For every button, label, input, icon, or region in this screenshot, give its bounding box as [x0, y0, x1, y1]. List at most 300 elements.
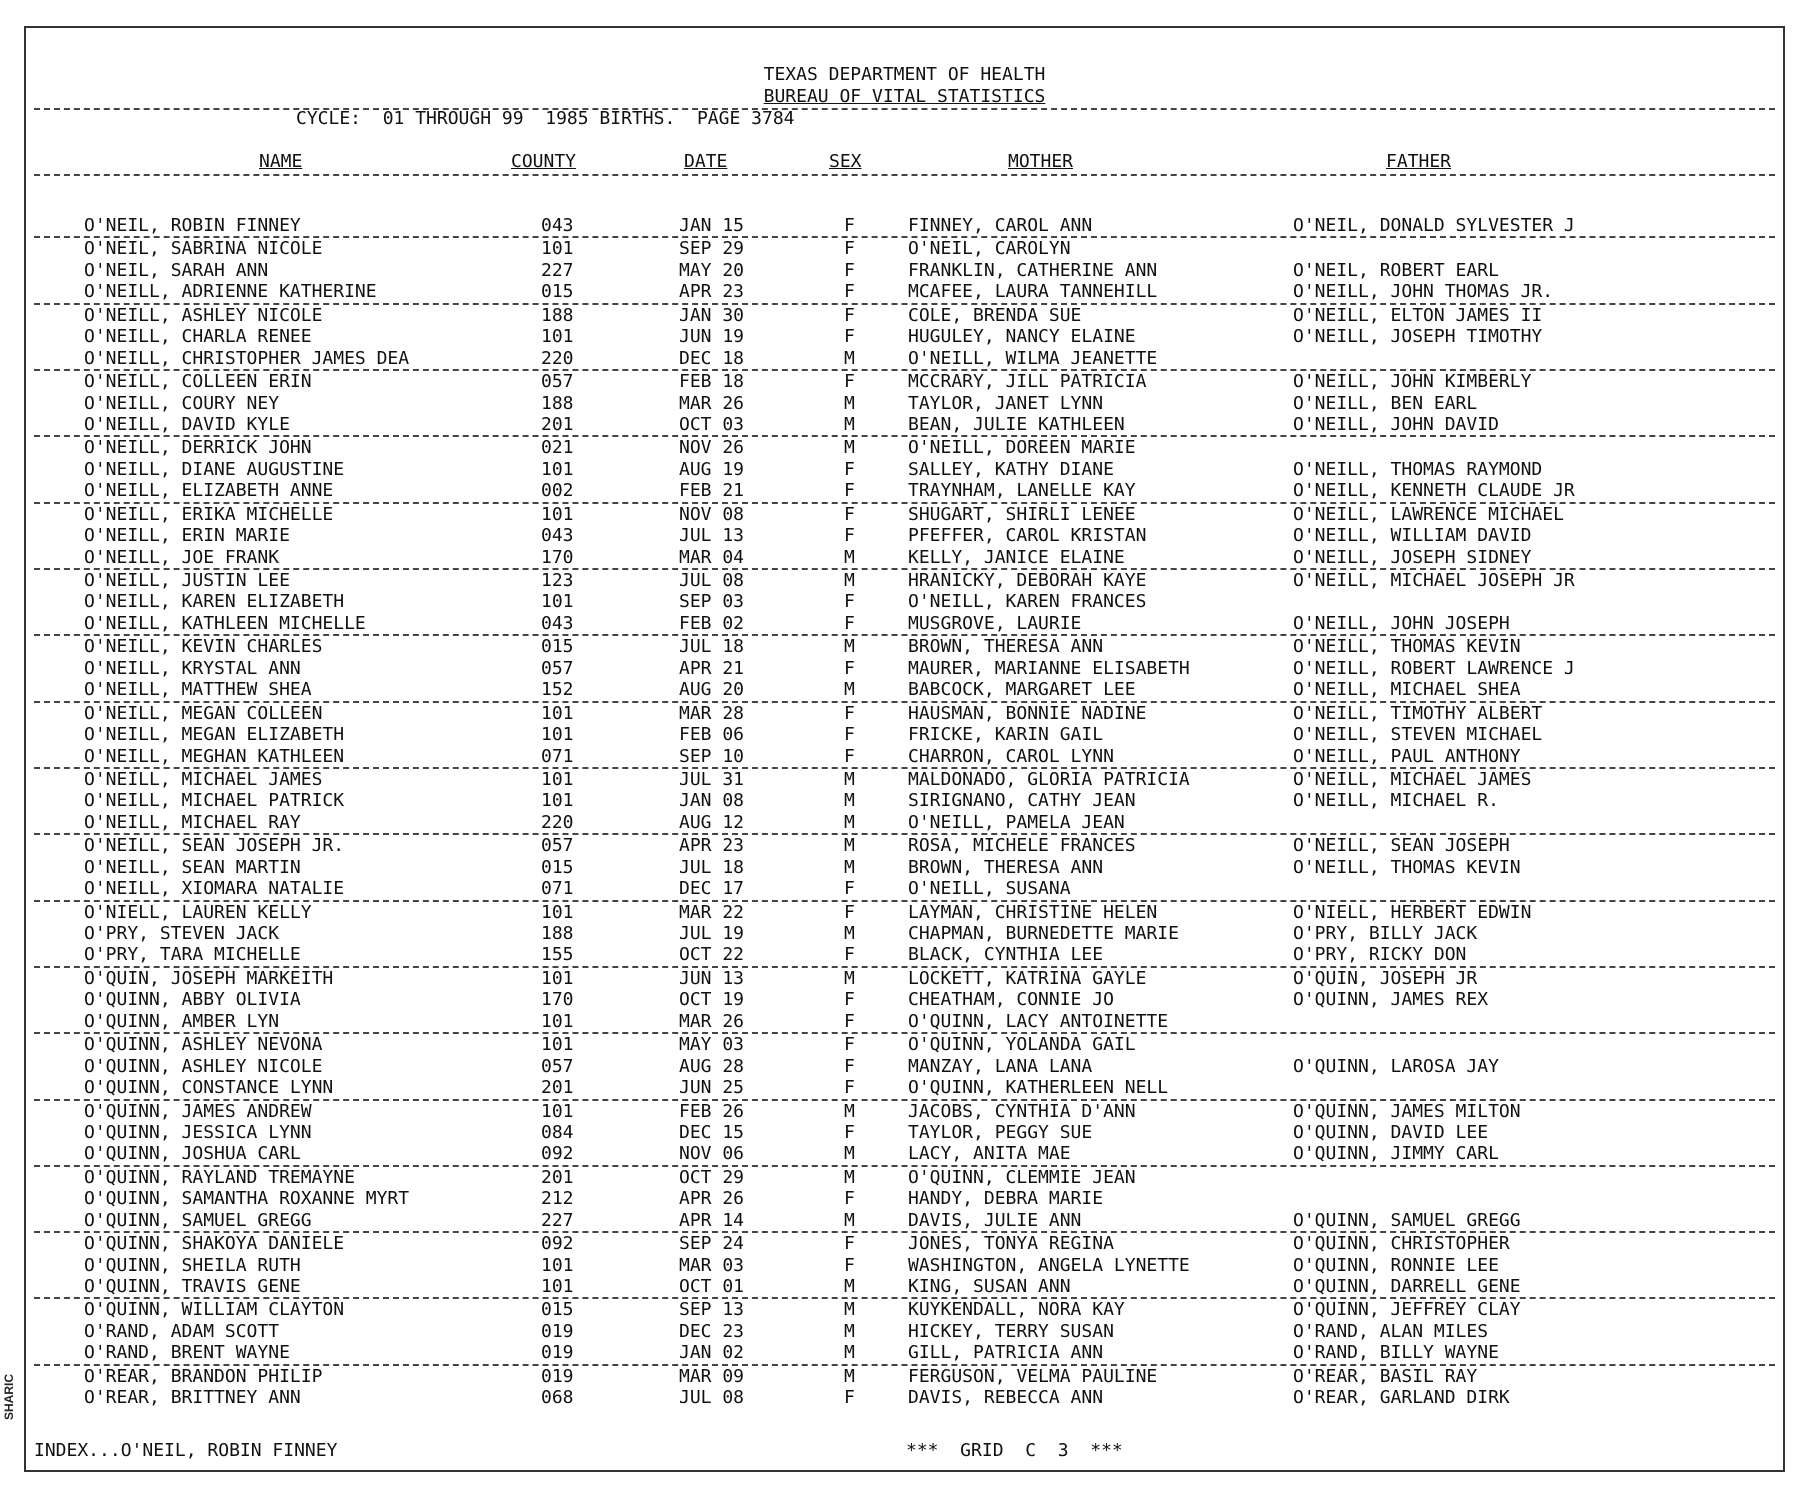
- cell-father: O'QUINN, DARRELL GENE: [1293, 1276, 1521, 1297]
- cell-mother: JONES, TONYA REGINA: [908, 1233, 1114, 1255]
- table-row: [34, 1011, 1775, 1034]
- cell-county: 188: [541, 392, 574, 414]
- cell-sex: F: [844, 1233, 855, 1255]
- cell-sex: F: [844, 259, 855, 281]
- cell-mother: KUYKENDALL, NORA KAY: [908, 1299, 1125, 1321]
- table-row: [26, 902, 1783, 923]
- cell-date: FEB 21: [679, 480, 745, 502]
- cell-sex: F: [844, 371, 855, 393]
- cell-mother: O'NEILL, PAMELA JEAN: [908, 811, 1125, 833]
- cell-name: O'NEILL, MEGAN COLLEEN: [84, 702, 323, 724]
- cell-date: JUN 25: [679, 1077, 745, 1099]
- cell-father: O'QUINN, SAMUEL GREGG: [1293, 1209, 1521, 1231]
- cell-father: O'QUINN, CHRISTOPHER: [1293, 1233, 1510, 1255]
- cell-county: 201: [541, 413, 574, 435]
- cell-county: 220: [541, 347, 574, 369]
- cell-sex: M: [844, 413, 855, 435]
- cell-name: O'QUINN, ASHLEY NICOLE: [84, 1055, 323, 1077]
- cell-date: OCT 03: [679, 413, 745, 435]
- cell-sex: F: [844, 1055, 855, 1077]
- table-row: [26, 591, 1783, 612]
- cell-county: 101: [541, 503, 574, 525]
- cell-mother: O'QUINN, CLEMMIE JEAN: [908, 1166, 1136, 1188]
- cell-sex: F: [844, 238, 855, 260]
- table-row: [26, 790, 1783, 811]
- cell-county: 152: [541, 679, 574, 701]
- cell-sex: M: [844, 1342, 855, 1364]
- cell-father: O'NEILL, JOSEPH TIMOTHY: [1293, 326, 1543, 348]
- cell-county: 101: [541, 967, 574, 989]
- cell-name: O'QUINN, ABBY OLIVIA: [84, 989, 301, 1011]
- cell-name: O'NEILL, SEAN JOSEPH JR.: [84, 835, 345, 857]
- cell-date: FEB 02: [679, 612, 745, 634]
- cell-mother: LOCKETT, KATRINA GAYLE: [908, 967, 1147, 989]
- cell-father: O'RAND, ALAN MILES: [1293, 1320, 1489, 1342]
- cell-date: JAN 08: [679, 790, 745, 812]
- cell-sex: F: [844, 1010, 855, 1032]
- table-row: [26, 658, 1783, 679]
- cell-county: 057: [541, 1055, 574, 1077]
- cell-date: MAR 28: [679, 702, 745, 724]
- cell-county: 068: [541, 1387, 574, 1409]
- cell-name: O'NEILL, CHRISTOPHER JAMES DEA: [84, 347, 410, 369]
- cell-name: O'NEILL, DAVID KYLE: [84, 413, 290, 435]
- cell-date: NOV 08: [679, 503, 745, 525]
- cell-sex: M: [844, 347, 855, 369]
- cell-date: MAR 26: [679, 392, 745, 414]
- cell-county: 123: [541, 570, 574, 591]
- table-row: [26, 1188, 1783, 1209]
- table-row: [34, 348, 1775, 371]
- table-row: [34, 215, 1775, 238]
- cell-mother: O'NEILL, SUSANA: [908, 878, 1071, 900]
- cell-father: O'NEILL, ROBERT LAWRENCE J: [1293, 657, 1575, 679]
- cell-name: O'NEILL, MICHAEL RAY: [84, 811, 301, 833]
- cell-name: O'QUINN, AMBER LYN: [84, 1010, 280, 1032]
- table-row: [26, 1321, 1783, 1342]
- cell-name: O'QUINN, TRAVIS GENE: [84, 1276, 301, 1297]
- cell-mother: MCCRARY, JILL PATRICIA: [908, 371, 1147, 393]
- cell-sex: F: [844, 657, 855, 679]
- cell-county: 092: [541, 1143, 574, 1165]
- cell-county: 043: [541, 612, 574, 634]
- table-row: [26, 857, 1783, 878]
- grid-line: *** GRID C 3 ***: [906, 1440, 1123, 1461]
- cell-father: O'NEILL, JOHN KIMBERLY: [1293, 371, 1532, 393]
- cell-father: O'QUINN, JIMMY CARL: [1293, 1143, 1499, 1165]
- cell-date: SEP 03: [679, 591, 745, 613]
- cell-sex: M: [844, 1143, 855, 1165]
- cell-county: 101: [541, 768, 574, 790]
- table-row: [26, 968, 1783, 989]
- table-row: [34, 746, 1775, 769]
- table-row: [26, 326, 1783, 347]
- col-header-date: DATE: [684, 151, 728, 172]
- table-row: [26, 1299, 1783, 1320]
- cell-name: O'PRY, TARA MICHELLE: [84, 944, 301, 966]
- cell-date: JUL 08: [679, 1387, 745, 1409]
- cell-county: 084: [541, 1121, 574, 1143]
- cell-mother: BROWN, THERESA ANN: [908, 856, 1104, 878]
- col-header-county: COUNTY: [511, 151, 577, 172]
- table-row: [26, 724, 1783, 745]
- cell-mother: MALDONADO, GLORIA PATRICIA: [908, 768, 1190, 790]
- cell-county: 155: [541, 944, 574, 966]
- cell-mother: GILL, PATRICIA ANN: [908, 1342, 1104, 1364]
- cell-mother: O'QUINN, LACY ANTOINETTE: [908, 1010, 1169, 1032]
- cell-name: O'NEILL, MEGHAN KATHLEEN: [84, 745, 345, 767]
- cell-name: O'QUINN, RAYLAND TREMAYNE: [84, 1166, 355, 1188]
- cell-date: JAN 02: [679, 1342, 745, 1364]
- cell-father: O'NEILL, ELTON JAMES II: [1293, 304, 1543, 326]
- table-row: [34, 878, 1775, 901]
- cell-mother: LAYMAN, CHRISTINE HELEN: [908, 901, 1158, 923]
- cell-county: 101: [541, 724, 574, 746]
- record-list: [26, 215, 1783, 1409]
- cell-mother: FRICKE, KARIN GAIL: [908, 724, 1104, 746]
- cell-name: O'PRY, STEVEN JACK: [84, 923, 280, 944]
- cell-date: JUL 13: [679, 525, 745, 547]
- cell-name: O'QUINN, ASHLEY NEVONA: [84, 1034, 323, 1056]
- cell-date: FEB 18: [679, 371, 745, 393]
- cell-name: O'NEIL, SABRINA NICOLE: [84, 238, 323, 260]
- cell-county: 101: [541, 326, 574, 348]
- cell-name: O'QUINN, JESSICA LYNN: [84, 1121, 312, 1143]
- table-row: [34, 1276, 1775, 1299]
- cell-father: O'NEILL, THOMAS KEVIN: [1293, 636, 1521, 658]
- cell-sex: F: [844, 745, 855, 767]
- cell-mother: TAYLOR, PEGGY SUE: [908, 1121, 1093, 1143]
- cell-sex: F: [844, 1034, 855, 1056]
- cell-sex: F: [844, 281, 855, 303]
- table-row: [26, 769, 1783, 790]
- cell-date: AUG 12: [679, 811, 745, 833]
- cell-county: 201: [541, 1166, 574, 1188]
- cell-date: SEP 10: [679, 745, 745, 767]
- side-label: SHARIC: [2, 1373, 16, 1420]
- cell-sex: F: [844, 901, 855, 923]
- cell-mother: DAVIS, JULIE ANN: [908, 1209, 1082, 1231]
- cell-date: JUL 08: [679, 570, 745, 591]
- cell-sex: M: [844, 768, 855, 790]
- cell-name: O'NEILL, XIOMARA NATALIE: [84, 878, 345, 900]
- table-row: [34, 414, 1775, 437]
- cell-county: 101: [541, 1254, 574, 1276]
- cell-mother: O'NEILL, DOREEN MARIE: [908, 437, 1136, 459]
- table-row: [26, 393, 1783, 414]
- cell-sex: M: [844, 1320, 855, 1342]
- cell-mother: CHEATHAM, CONNIE JO: [908, 989, 1114, 1011]
- cell-sex: M: [844, 679, 855, 701]
- cell-county: 101: [541, 458, 574, 480]
- cell-father: O'PRY, RICKY DON: [1293, 944, 1467, 966]
- cell-name: O'QUINN, SAMANTHA ROXANNE MYRT: [84, 1188, 410, 1210]
- cell-date: DEC 17: [679, 878, 745, 900]
- table-row: [26, 923, 1783, 944]
- cell-father: O'REAR, GARLAND DIRK: [1293, 1387, 1510, 1409]
- cell-date: AUG 20: [679, 679, 745, 701]
- cell-sex: M: [844, 790, 855, 812]
- cell-father: O'NEILL, SEAN JOSEPH: [1293, 835, 1510, 857]
- cell-mother: HAUSMAN, BONNIE NADINE: [908, 702, 1147, 724]
- cell-mother: PFEFFER, CAROL KRISTAN: [908, 525, 1147, 547]
- cell-sex: M: [844, 967, 855, 989]
- cell-name: O'RAND, BRENT WAYNE: [84, 1342, 290, 1364]
- cell-name: O'NEILL, MEGAN ELIZABETH: [84, 724, 345, 746]
- table-row: [34, 613, 1775, 636]
- table-row: [26, 525, 1783, 546]
- cell-date: FEB 06: [679, 724, 745, 746]
- cell-name: O'NEILL, ASHLEY NICOLE: [84, 304, 323, 326]
- cell-county: 019: [541, 1342, 574, 1364]
- cell-sex: M: [844, 856, 855, 878]
- table-row: [26, 238, 1783, 259]
- cell-sex: F: [844, 591, 855, 613]
- cell-mother: TAYLOR, JANET LYNN: [908, 392, 1104, 414]
- cell-father: O'NEIL, DONALD SYLVESTER J: [1293, 215, 1575, 236]
- cell-name: O'QUINN, JAMES ANDREW: [84, 1100, 312, 1122]
- cell-mother: COLE, BRENDA SUE: [908, 304, 1082, 326]
- cell-date: MAR 22: [679, 901, 745, 923]
- cell-mother: SIRIGNANO, CATHY JEAN: [908, 790, 1136, 812]
- cell-mother: O'NEILL, KAREN FRANCES: [908, 591, 1147, 613]
- table-row: [26, 504, 1783, 525]
- cell-name: O'NEILL, ADRIENNE KATHERINE: [84, 281, 377, 303]
- cell-father: O'NEILL, WILLIAM DAVID: [1293, 525, 1532, 547]
- table-row: [34, 1077, 1775, 1100]
- cell-date: OCT 29: [679, 1166, 745, 1188]
- cell-date: DEC 23: [679, 1320, 745, 1342]
- cell-date: JUL 19: [679, 923, 745, 944]
- cell-mother: O'NEIL, CAROLYN: [908, 238, 1071, 260]
- cell-date: JUL 31: [679, 768, 745, 790]
- cell-father: O'NEILL, JOHN JOSEPH: [1293, 612, 1510, 634]
- cell-date: APR 26: [679, 1188, 745, 1210]
- cell-father: O'NEILL, JOSEPH SIDNEY: [1293, 546, 1532, 568]
- cell-name: O'QUINN, JOSHUA CARL: [84, 1143, 301, 1165]
- cell-date: APR 23: [679, 281, 745, 303]
- table-row: [26, 1366, 1783, 1387]
- cell-sex: M: [844, 1100, 855, 1122]
- cell-name: O'QUINN, SHEILA RUTH: [84, 1254, 301, 1276]
- cell-father: O'RAND, BILLY WAYNE: [1293, 1342, 1499, 1364]
- cell-mother: KING, SUSAN ANN: [908, 1276, 1071, 1297]
- cell-sex: F: [844, 1188, 855, 1210]
- cell-father: O'NEILL, JOHN THOMAS JR.: [1293, 281, 1554, 303]
- table-row: [34, 1342, 1775, 1365]
- cell-county: 101: [541, 702, 574, 724]
- table-row: [34, 1143, 1775, 1166]
- cell-father: O'NEILL, LAWRENCE MICHAEL: [1293, 503, 1564, 525]
- table-row: [26, 459, 1783, 480]
- cell-mother: HICKEY, TERRY SUSAN: [908, 1320, 1114, 1342]
- cell-date: JUL 18: [679, 856, 745, 878]
- cell-mother: FERGUSON, VELMA PAULINE: [908, 1365, 1158, 1387]
- cell-mother: HRANICKY, DEBORAH KAYE: [908, 570, 1147, 591]
- cell-mother: O'NEILL, WILMA JEANETTE: [908, 347, 1158, 369]
- cell-name: O'NEILL, KRYSTAL ANN: [84, 657, 301, 679]
- table-row: [34, 679, 1775, 702]
- table-row: [26, 1034, 1783, 1055]
- cell-date: OCT 01: [679, 1276, 745, 1297]
- cell-date: OCT 19: [679, 989, 745, 1011]
- cell-name: O'QUINN, SAMUEL GREGG: [84, 1209, 312, 1231]
- cell-name: O'NEILL, COURY NEY: [84, 392, 280, 414]
- cell-father: O'NEILL, MICHAEL JOSEPH JR: [1293, 570, 1575, 591]
- cell-county: 043: [541, 215, 574, 236]
- col-header-sex: SEX: [829, 151, 862, 172]
- cell-date: DEC 15: [679, 1121, 745, 1143]
- cell-name: O'NEILL, JUSTIN LEE: [84, 570, 290, 591]
- cell-county: 019: [541, 1365, 574, 1387]
- table-row: [26, 1255, 1783, 1276]
- table-row: [26, 1233, 1783, 1254]
- cell-date: SEP 24: [679, 1233, 745, 1255]
- cell-father: O'QUINN, LAROSA JAY: [1293, 1055, 1499, 1077]
- cell-father: O'QUINN, JAMES REX: [1293, 989, 1489, 1011]
- cell-name: O'NEILL, KEVIN CHARLES: [84, 636, 323, 658]
- cell-county: 101: [541, 1276, 574, 1297]
- cell-sex: F: [844, 1387, 855, 1409]
- cell-mother: BABCOCK, MARGARET LEE: [908, 679, 1136, 701]
- cell-date: MAY 20: [679, 259, 745, 281]
- cell-mother: FINNEY, CAROL ANN: [908, 215, 1093, 236]
- cell-father: O'NEILL, STEVEN MICHAEL: [1293, 724, 1543, 746]
- cell-name: O'NEILL, ELIZABETH ANNE: [84, 480, 334, 502]
- table-row: [34, 812, 1775, 835]
- cell-sex: F: [844, 503, 855, 525]
- cell-mother: SHUGART, SHIRLI LENEE: [908, 503, 1136, 525]
- table-row: [26, 636, 1783, 657]
- cell-county: 015: [541, 1299, 574, 1321]
- cell-father: O'PRY, BILLY JACK: [1293, 923, 1478, 944]
- table-row: [26, 437, 1783, 458]
- cell-mother: CHARRON, CAROL LYNN: [908, 745, 1114, 767]
- cell-name: O'QUINN, WILLIAM CLAYTON: [84, 1299, 345, 1321]
- cell-date: APR 23: [679, 835, 745, 857]
- cell-sex: F: [844, 525, 855, 547]
- cell-county: 212: [541, 1188, 574, 1210]
- cell-sex: M: [844, 570, 855, 591]
- cell-sex: F: [844, 702, 855, 724]
- table-row: [26, 305, 1783, 326]
- cell-name: O'NEILL, CHARLA RENEE: [84, 326, 312, 348]
- cell-date: AUG 19: [679, 458, 745, 480]
- cell-mother: O'QUINN, YOLANDA GAIL: [908, 1034, 1136, 1056]
- cell-mother: HANDY, DEBRA MARIE: [908, 1188, 1104, 1210]
- cell-date: MAR 04: [679, 546, 745, 568]
- cell-father: O'NEILL, KENNETH CLAUDE JR: [1293, 480, 1575, 502]
- cell-county: 170: [541, 989, 574, 1011]
- cell-sex: F: [844, 458, 855, 480]
- cell-mother: KELLY, JANICE ELAINE: [908, 546, 1125, 568]
- cell-father: O'NEILL, BEN EARL: [1293, 392, 1478, 414]
- cell-name: O'NEILL, JOE FRANK: [84, 546, 280, 568]
- cell-name: O'NEILL, KAREN ELIZABETH: [84, 591, 345, 613]
- table-row: [26, 1056, 1783, 1077]
- cell-county: 057: [541, 371, 574, 393]
- cell-father: O'NEILL, PAUL ANTHONY: [1293, 745, 1521, 767]
- cell-sex: F: [844, 878, 855, 900]
- cell-sex: M: [844, 392, 855, 414]
- cell-date: FEB 26: [679, 1100, 745, 1122]
- col-header-mother: MOTHER: [1008, 151, 1074, 172]
- cell-mother: FRANKLIN, CATHERINE ANN: [908, 259, 1158, 281]
- cell-county: 101: [541, 1010, 574, 1032]
- cell-name: O'NIELL, LAUREN KELLY: [84, 901, 312, 923]
- cell-sex: F: [844, 326, 855, 348]
- table-row: [26, 570, 1783, 591]
- cell-father: O'NEIL, ROBERT EARL: [1293, 259, 1499, 281]
- table-row: [26, 835, 1783, 856]
- cell-date: JUL 18: [679, 636, 745, 658]
- cell-father: O'QUINN, JEFFREY CLAY: [1293, 1299, 1521, 1321]
- cell-sex: M: [844, 437, 855, 459]
- cell-sex: M: [844, 923, 855, 944]
- cell-father: O'QUIN, JOSEPH JR: [1293, 967, 1478, 989]
- col-header-father: FATHER: [1386, 151, 1452, 172]
- cell-sex: F: [844, 304, 855, 326]
- cell-name: O'NEILL, ERIKA MICHELLE: [84, 503, 334, 525]
- cell-sex: M: [844, 1276, 855, 1297]
- table-row: [34, 480, 1775, 503]
- cell-mother: MANZAY, LANA LANA: [908, 1055, 1093, 1077]
- cell-name: O'QUINN, SHAKOYA DANIELE: [84, 1233, 345, 1255]
- table-row: [34, 1210, 1775, 1233]
- cell-county: 015: [541, 856, 574, 878]
- cell-sex: M: [844, 636, 855, 658]
- cell-county: 015: [541, 281, 574, 303]
- col-header-name: NAME: [259, 151, 303, 172]
- cell-name: O'NEILL, ERIN MARIE: [84, 525, 290, 547]
- cell-name: O'NEILL, KATHLEEN MICHELLE: [84, 612, 366, 634]
- page-title: TEXAS DEPARTMENT OF HEALTH: [763, 64, 1046, 85]
- cell-date: JUN 13: [679, 967, 745, 989]
- cell-county: 227: [541, 1209, 574, 1231]
- cell-name: O'QUINN, CONSTANCE LYNN: [84, 1077, 334, 1099]
- cell-county: 188: [541, 304, 574, 326]
- table-row: [26, 1101, 1783, 1122]
- cell-county: 101: [541, 1034, 574, 1056]
- cell-county: 101: [541, 790, 574, 812]
- cycle-line: CYCLE: 01 THROUGH 99 1985 BIRTHS. PAGE 3784: [296, 108, 795, 129]
- cell-county: 227: [541, 259, 574, 281]
- cell-date: MAR 03: [679, 1254, 745, 1276]
- cell-sex: M: [844, 835, 855, 857]
- table-row: [26, 1387, 1783, 1408]
- column-header-rule: [34, 174, 1775, 176]
- cell-date: SEP 13: [679, 1299, 745, 1321]
- cell-county: 043: [541, 525, 574, 547]
- cell-mother: WASHINGTON, ANGELA LYNETTE: [908, 1254, 1190, 1276]
- table-row: [26, 371, 1783, 392]
- cell-mother: DAVIS, REBECCA ANN: [908, 1387, 1104, 1409]
- cell-date: MAY 03: [679, 1034, 745, 1056]
- cell-sex: M: [844, 1365, 855, 1387]
- table-row: [26, 703, 1783, 724]
- cell-date: APR 21: [679, 657, 745, 679]
- cell-father: O'REAR, BASIL RAY: [1293, 1365, 1478, 1387]
- cell-name: O'NEILL, DERRICK JOHN: [84, 437, 312, 459]
- cell-date: JAN 15: [679, 215, 745, 236]
- cell-county: 101: [541, 238, 574, 260]
- cell-county: 170: [541, 546, 574, 568]
- cell-father: O'QUINN, DAVID LEE: [1293, 1121, 1489, 1143]
- cell-sex: F: [844, 944, 855, 966]
- table-row: [34, 281, 1775, 304]
- bureau-name: BUREAU OF VITAL STATISTICS: [763, 86, 1046, 107]
- cell-mother: BEAN, JULIE KATHLEEN: [908, 413, 1125, 435]
